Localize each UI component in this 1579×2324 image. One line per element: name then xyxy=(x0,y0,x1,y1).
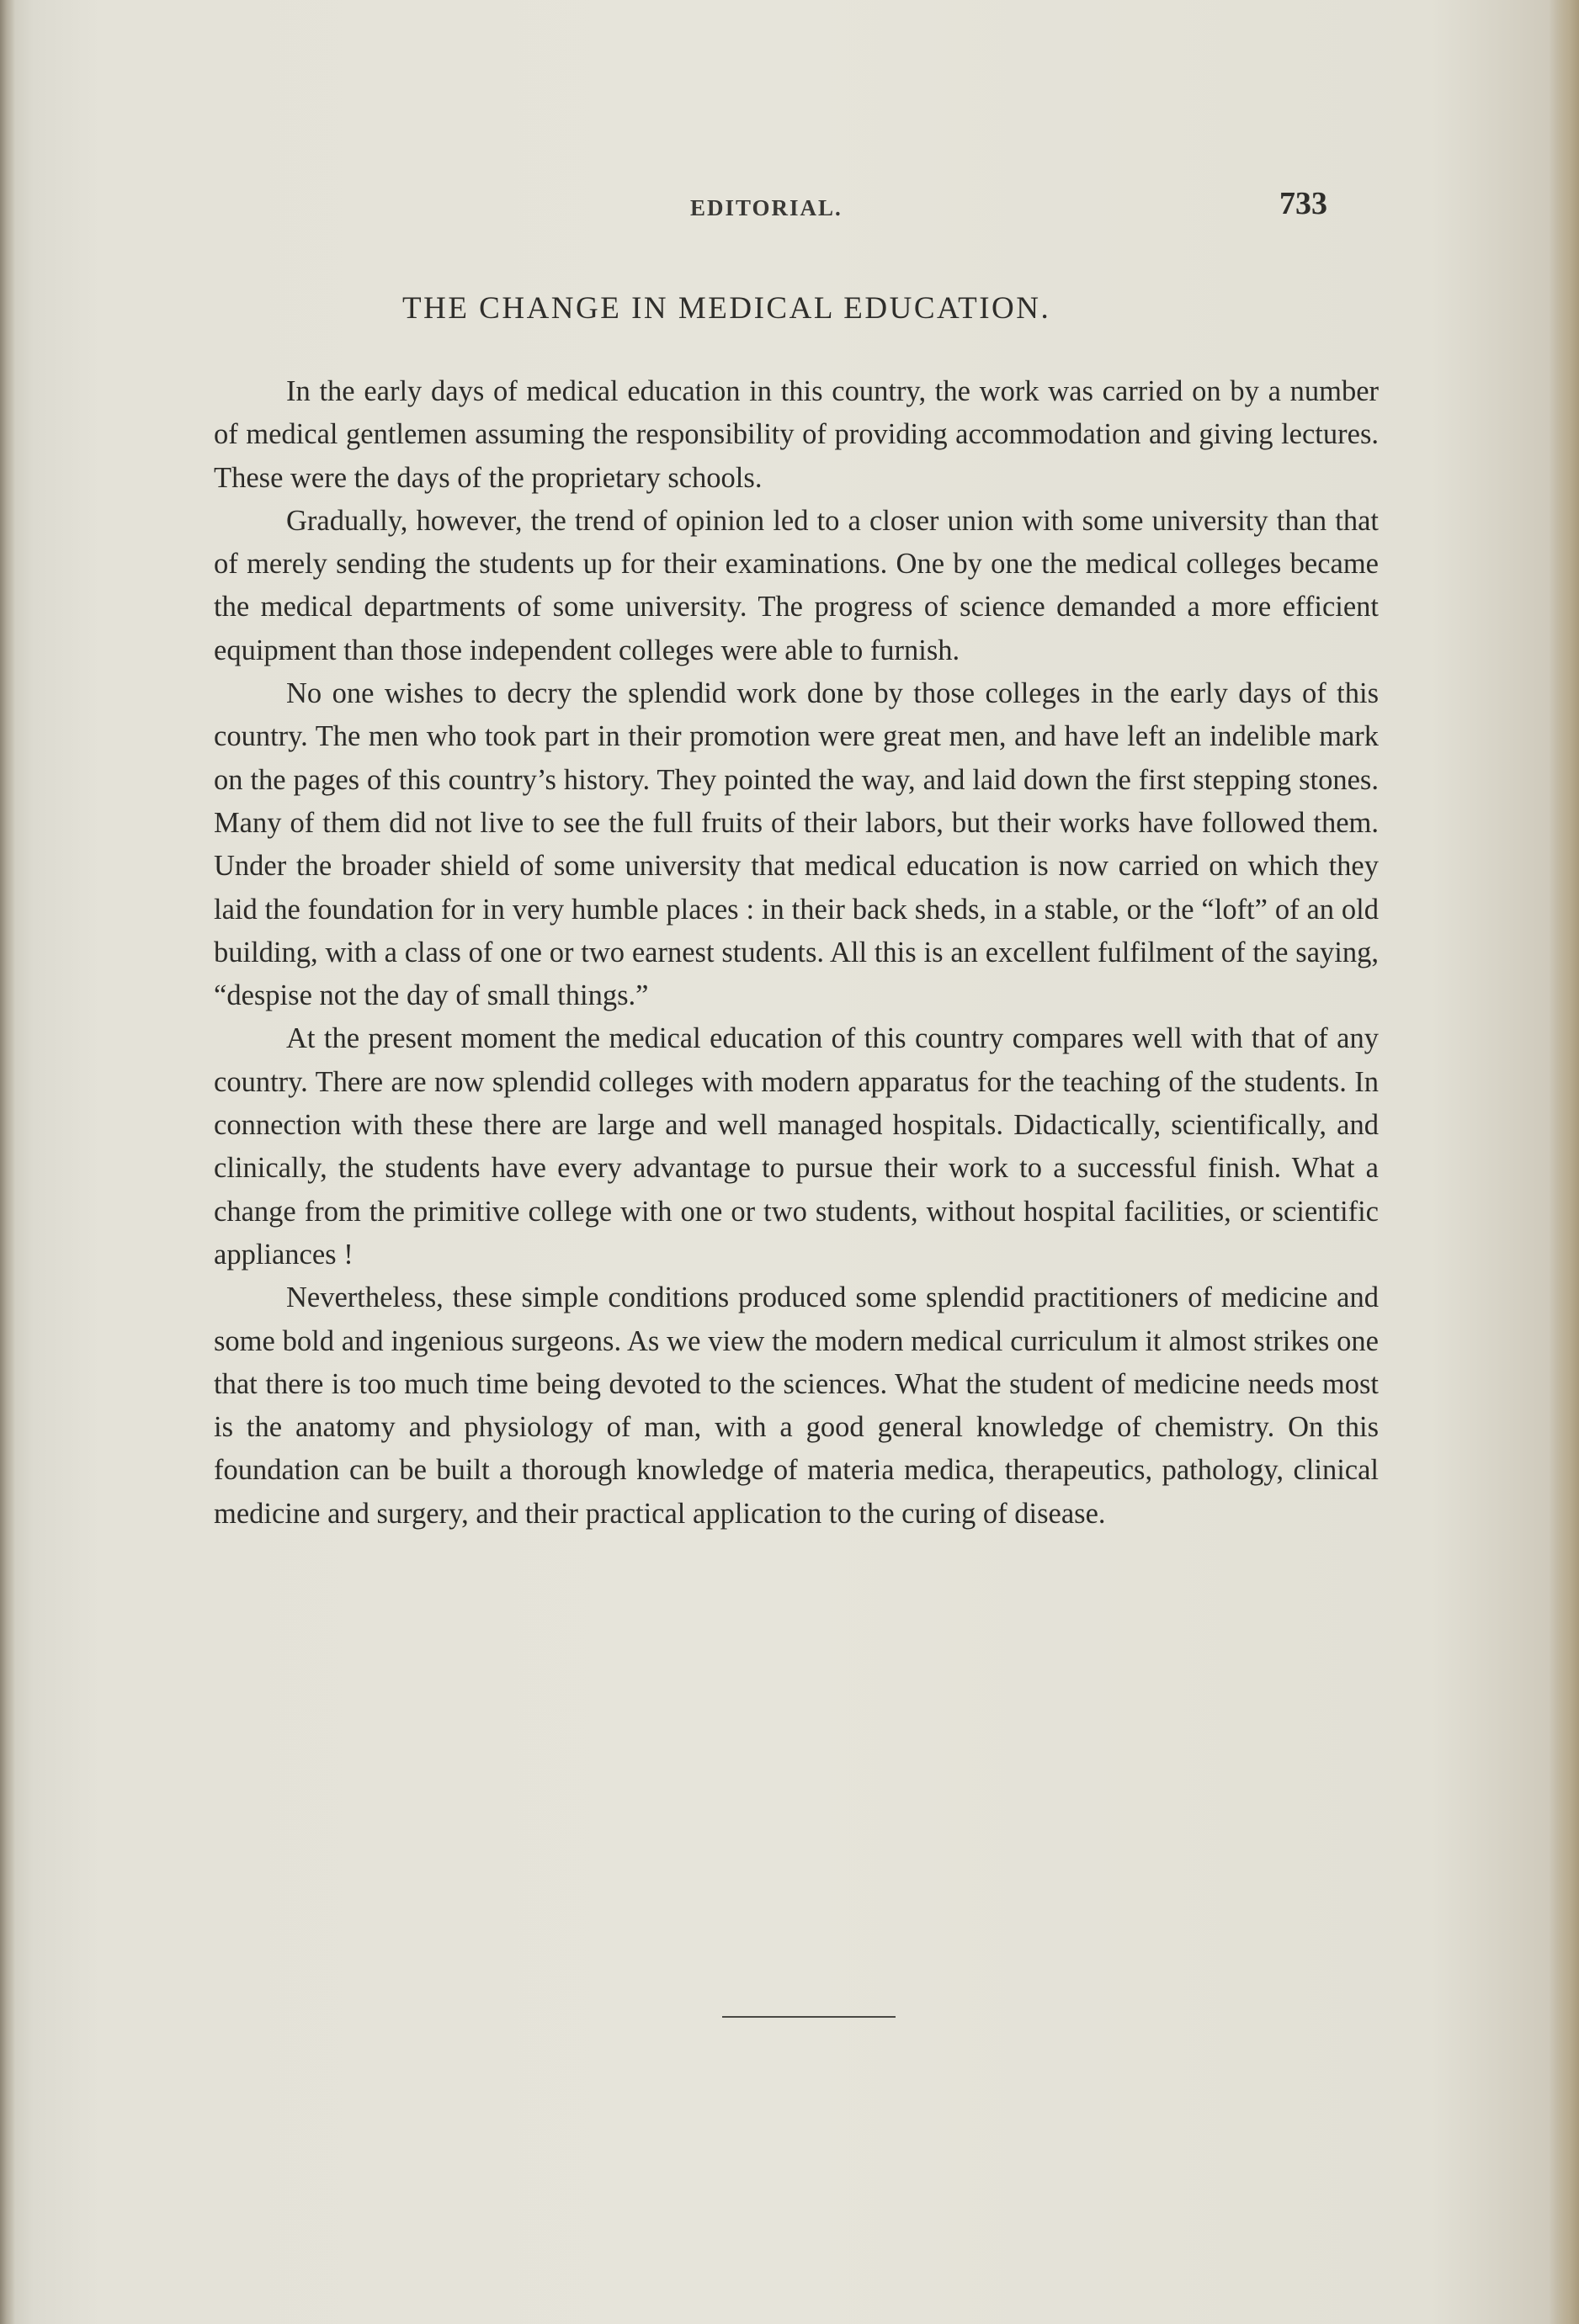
end-rule-divider xyxy=(722,2016,896,2018)
running-header: EDITORIAL. xyxy=(690,195,843,220)
page-edge-shadow xyxy=(1549,0,1579,2324)
page-number: 733 xyxy=(1279,186,1327,221)
paragraph-1: In the early days of medical education in this country, the work was carried on by a number of medical gentlemen assuming the responsibility of providing accommodation and giving lectures. These were the days of the proprietary schools. xyxy=(214,375,1379,494)
paragraph-3: No one wishes to decry the splendid work done by those colleges in the early days of this country. The men who took part in their promotion were great men, and have left an indelible mark on the pages of this country’s history. They pointed the way, and laid down the first stepping stones. Many of them did not live to see the full fruits of their labors, but their works have followed them. Under the broader shield of some university that medical education is now carried on which they laid the foundation for in very humble places : in their back sheds, in a stable, or the “loft” of an old building, with a class of one or two earnest students. All this is an excellent fulfilment of the saying, “despise not the day of small things.” xyxy=(214,677,1379,1012)
article-body xyxy=(214,370,1379,1536)
article-title: THE CHANGE IN MEDICAL EDUCATION. xyxy=(402,291,1051,326)
paragraph-2: Gradually, however, the trend of opinion led to a closer union with some university than that of merely sending the students up for their examinations. One by one the medical colleges became the medical departments of some university. The progress of science demanded a more efficient equipment than those independent colleges were able to furnish. xyxy=(214,504,1379,666)
paragraph-5: Nevertheless, these simple conditions produced some splendid practitioners of medicine and some bold and ingenious surgeons. As we view the modern medical curriculum it almost strikes one that there is too much time being devoted to the sciences. What the student of medicine needs most is the anatomy and physiology of man, with a good general knowledge of chemistry. On this foundation can be built a thorough knowledge of materia medica, therapeutics, pathology, clinical medicine and surgery, and their practical application to the curing of disease. xyxy=(214,1281,1379,1530)
page-gutter-shadow xyxy=(0,0,15,2324)
paragraph-4: At the present moment the medical education of this country compares well with that of any country. There are now splendid colleges with modern apparatus for the teaching of the students. In connection with these there are large and well managed hospitals. Didactically, scientifically, and clinically, the students have every advantage to pursue their work to a successful finish. What a change from the primitive college with one or two students, without hospital facilities, or scientific appliances ! xyxy=(214,1022,1379,1271)
